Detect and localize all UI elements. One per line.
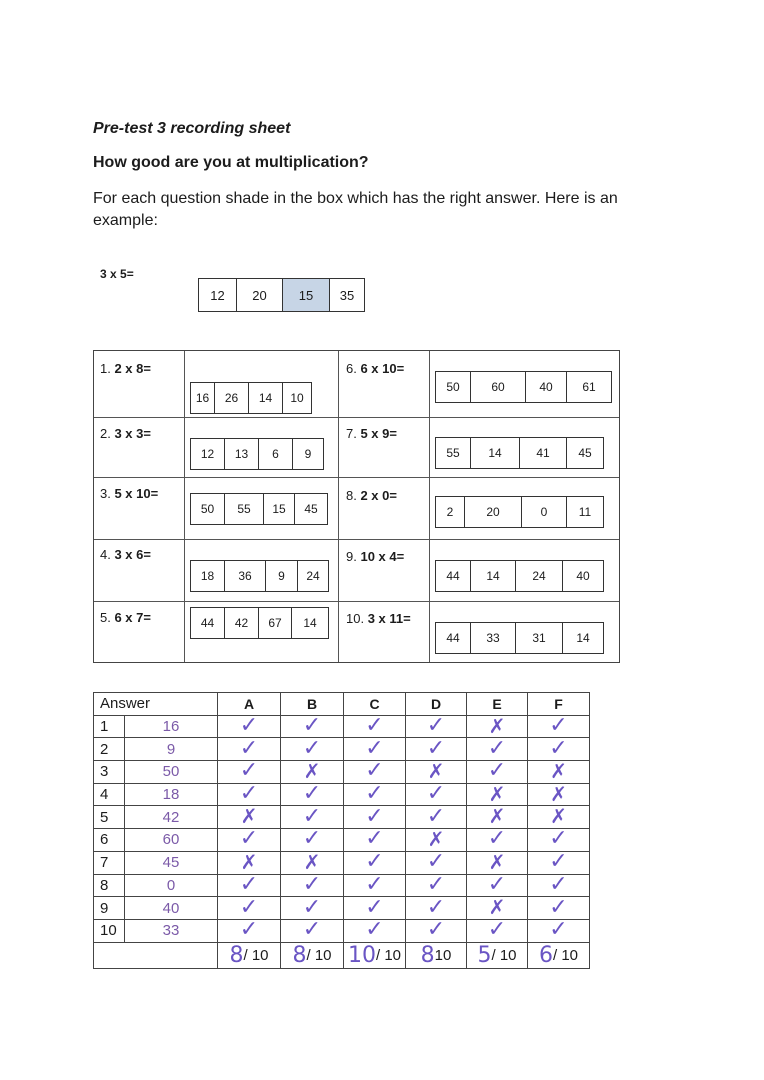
cross-icon: ✗ <box>303 758 321 783</box>
mark-cell <box>281 919 344 942</box>
question-5-options[interactable] <box>190 607 329 639</box>
tick-icon: ✓ <box>365 735 384 761</box>
mark-cell <box>467 735 528 761</box>
tick-icon: ✓ <box>302 917 322 943</box>
question-4-options[interactable] <box>190 560 329 592</box>
question-number: 7 <box>94 851 125 874</box>
mark-cell <box>281 758 344 784</box>
question-8-options[interactable] <box>435 496 604 528</box>
mark-cell <box>528 871 590 897</box>
questions-grid <box>93 350 620 663</box>
cross-icon: ✗ <box>488 849 506 874</box>
mark-cell <box>528 758 590 784</box>
mark-cell <box>467 826 528 852</box>
example-option: 35 <box>339 287 355 303</box>
question-number: 3 <box>94 761 125 784</box>
tick-icon: ✓ <box>239 781 259 807</box>
tick-icon: ✓ <box>426 803 446 829</box>
cross-icon: ✗ <box>550 781 567 806</box>
cross-icon: ✗ <box>550 804 567 829</box>
mark-cell <box>281 803 344 829</box>
answer-option[interactable]: 55 <box>436 438 471 468</box>
correct-answer: 16 <box>125 715 218 738</box>
answer-option[interactable]: 15 <box>264 494 295 524</box>
answer-option[interactable]: 45 <box>304 502 318 516</box>
mark-cell <box>406 803 467 829</box>
table-row <box>94 851 590 874</box>
answer-option[interactable]: 16 <box>191 383 215 413</box>
tick-icon: ✓ <box>365 781 384 807</box>
tick-icon: ✓ <box>549 713 568 739</box>
tick-icon: ✓ <box>239 871 259 897</box>
question-10: 10. 3 x 11= <box>346 611 411 626</box>
table-row <box>94 783 590 806</box>
tick-icon: ✓ <box>365 826 384 852</box>
mark-cell <box>528 783 590 806</box>
score-cell: 810 <box>406 942 467 968</box>
scores-row <box>94 942 590 968</box>
question-9: 9. 10 x 4= <box>346 549 405 564</box>
tick-icon: ✓ <box>239 826 259 852</box>
mark-cell <box>406 871 467 897</box>
sheet-title: Pre-test 3 recording sheet <box>93 120 291 137</box>
correct-answer: 45 <box>125 851 218 874</box>
cross-icon: ✗ <box>488 804 506 829</box>
answer-option[interactable]: 50 <box>436 372 471 402</box>
instructions: For each question shade in the box which has the right answer. Here is an example: <box>93 190 618 229</box>
table-header-row <box>94 693 590 716</box>
answer-option[interactable]: 13 <box>225 439 259 469</box>
column-header: E <box>467 693 528 716</box>
correct-answer: 42 <box>125 806 218 829</box>
mark-cell <box>281 871 344 897</box>
mark-cell <box>344 783 406 806</box>
answer-option[interactable]: 6 <box>259 439 293 469</box>
question-3-options[interactable] <box>190 493 328 525</box>
tick-icon: ✓ <box>549 917 568 943</box>
score-cell: 10/ 10 <box>344 942 406 968</box>
answer-option[interactable]: 18 <box>191 561 225 591</box>
answer-option[interactable]: 40 <box>576 569 590 583</box>
mark-cell <box>528 919 590 942</box>
scores-label-cell <box>94 942 218 968</box>
column-header: D <box>406 693 467 716</box>
tick-icon: ✓ <box>302 803 322 829</box>
mark-cell <box>344 715 406 738</box>
tick-icon: ✓ <box>487 871 507 897</box>
answer-option[interactable]: 40 <box>526 372 567 402</box>
question-1-options[interactable] <box>190 382 312 414</box>
answer-option[interactable]: 44 <box>191 608 225 638</box>
cross-icon: ✗ <box>427 758 445 783</box>
question-3: 3. 5 x 10= <box>100 486 159 501</box>
tick-icon: ✓ <box>239 894 259 920</box>
tick-icon: ✓ <box>365 803 384 829</box>
mark-cell <box>528 894 590 920</box>
mark-cell <box>281 735 344 761</box>
example-option: 20 <box>237 279 283 311</box>
tick-icon: ✓ <box>487 826 507 852</box>
answer-option[interactable]: 61 <box>582 380 596 394</box>
answer-option[interactable]: 60 <box>471 372 526 402</box>
question-number: 1 <box>94 715 125 738</box>
question-4: 4. 3 x 6= <box>100 547 151 562</box>
mark-cell <box>281 894 344 920</box>
question-number: 10 <box>94 919 125 942</box>
answer-option[interactable]: 14 <box>303 616 317 630</box>
answer-option[interactable]: 14 <box>249 383 283 413</box>
correct-answer: 0 <box>125 874 218 897</box>
mark-cell <box>344 851 406 874</box>
cross-icon: ✗ <box>550 758 567 783</box>
answers-table <box>93 692 590 969</box>
mark-cell <box>218 894 281 920</box>
tick-icon: ✓ <box>487 917 507 943</box>
correct-answer: 9 <box>125 738 218 761</box>
mark-cell <box>218 826 281 852</box>
question-7-options[interactable] <box>435 437 604 469</box>
tick-icon: ✓ <box>426 781 446 807</box>
question-7: 7. 5 x 9= <box>346 426 397 441</box>
tick-icon: ✓ <box>549 849 568 875</box>
column-header: A <box>218 693 281 716</box>
column-header: C <box>344 693 406 716</box>
question-number: 6 <box>94 829 125 852</box>
mark-cell <box>467 715 528 738</box>
score-cell: 8/ 10 <box>218 942 281 968</box>
tick-icon: ✓ <box>365 713 384 739</box>
mark-cell <box>218 783 281 806</box>
answer-option[interactable]: 0 <box>522 497 567 527</box>
answer-option[interactable]: 24 <box>306 569 320 583</box>
tick-icon: ✓ <box>549 735 568 761</box>
mark-cell <box>344 735 406 761</box>
mark-cell <box>467 806 528 829</box>
answer-option[interactable]: 41 <box>520 438 567 468</box>
mark-cell <box>218 919 281 942</box>
answer-option[interactable]: 36 <box>225 561 266 591</box>
mark-cell <box>528 851 590 874</box>
cross-icon: ✗ <box>240 804 258 829</box>
mark-cell <box>528 715 590 738</box>
mark-cell <box>406 894 467 920</box>
answer-option[interactable]: 14 <box>471 438 520 468</box>
tick-icon: ✓ <box>302 894 322 920</box>
mark-cell <box>528 735 590 761</box>
score-cell: 5/ 10 <box>467 942 528 968</box>
mark-cell <box>406 851 467 874</box>
answer-option[interactable]: 20 <box>465 497 522 527</box>
question-8: 8. 2 x 0= <box>346 488 397 503</box>
answer-option[interactable]: 26 <box>215 383 249 413</box>
question-number: 8 <box>94 874 125 897</box>
mark-cell <box>406 826 467 852</box>
cross-icon: ✗ <box>488 713 506 738</box>
mark-cell <box>281 715 344 738</box>
tick-icon: ✓ <box>365 849 384 875</box>
mark-cell <box>218 715 281 738</box>
answer-option[interactable]: 24 <box>516 561 563 591</box>
column-header: B <box>281 693 344 716</box>
answer-option[interactable]: 11 <box>578 505 592 519</box>
mark-cell <box>467 851 528 874</box>
question-10-options[interactable] <box>435 622 604 654</box>
correct-answer: 33 <box>125 919 218 942</box>
mark-cell <box>528 806 590 829</box>
example-question: 3 x 5= <box>100 267 134 281</box>
tick-icon: ✓ <box>487 735 507 761</box>
tick-icon: ✓ <box>239 713 259 739</box>
answer-option[interactable]: 12 <box>191 439 225 469</box>
tick-icon: ✓ <box>426 849 446 875</box>
tick-icon: ✓ <box>302 735 322 761</box>
answer-option[interactable]: 42 <box>225 608 259 638</box>
tick-icon: ✓ <box>302 826 322 852</box>
mark-cell <box>406 758 467 784</box>
tick-icon: ✓ <box>365 758 384 784</box>
example-options <box>198 278 365 312</box>
mark-cell <box>467 758 528 784</box>
answer-option[interactable]: 9 <box>266 561 298 591</box>
mark-cell <box>344 919 406 942</box>
table-row <box>94 761 590 784</box>
question-5: 5. 6 x 7= <box>100 610 151 625</box>
question-2: 2. 3 x 3= <box>100 426 151 441</box>
cross-icon: ✗ <box>427 826 445 851</box>
tick-icon: ✓ <box>549 894 568 920</box>
question-6-options[interactable] <box>435 371 612 403</box>
tick-icon: ✓ <box>487 758 507 784</box>
table-row <box>94 829 590 852</box>
table-row <box>94 715 590 738</box>
table-row <box>94 919 590 942</box>
correct-answer: 50 <box>125 761 218 784</box>
mark-cell <box>467 897 528 920</box>
mark-cell <box>406 783 467 806</box>
tick-icon: ✓ <box>302 781 322 807</box>
tick-icon: ✓ <box>239 758 259 784</box>
score-cell: 6/ 10 <box>528 942 590 968</box>
answer-option[interactable]: 44 <box>436 561 471 591</box>
column-header: F <box>528 693 590 716</box>
question-number: 2 <box>94 738 125 761</box>
answer-option[interactable]: 33 <box>471 623 516 653</box>
cross-icon: ✗ <box>240 849 258 874</box>
table-row <box>94 874 590 897</box>
answer-header: Answer <box>94 693 218 716</box>
mark-cell <box>406 919 467 942</box>
mark-cell <box>344 758 406 784</box>
example-option: 12 <box>199 279 237 311</box>
question-2-options[interactable] <box>190 438 324 470</box>
tick-icon: ✓ <box>239 735 259 761</box>
mark-cell <box>218 758 281 784</box>
tick-icon: ✓ <box>239 917 259 943</box>
mark-cell <box>467 871 528 897</box>
tick-icon: ✓ <box>302 713 322 739</box>
mark-cell <box>406 715 467 738</box>
sheet-heading: How good are you at multiplication? <box>93 154 369 171</box>
mark-cell <box>218 851 281 874</box>
mark-cell <box>218 735 281 761</box>
tick-icon: ✓ <box>549 871 568 897</box>
mark-cell <box>344 871 406 897</box>
tick-icon: ✓ <box>426 871 446 897</box>
answer-option[interactable]: 2 <box>436 497 465 527</box>
answer-option[interactable]: 10 <box>290 391 304 405</box>
tick-icon: ✓ <box>426 917 446 943</box>
correct-answer: 18 <box>125 783 218 806</box>
question-number: 5 <box>94 806 125 829</box>
answer-option[interactable]: 55 <box>225 494 264 524</box>
tick-icon: ✓ <box>549 826 568 852</box>
tick-icon: ✓ <box>365 894 384 920</box>
cross-icon: ✗ <box>488 781 506 806</box>
table-row <box>94 806 590 829</box>
answer-option[interactable]: 45 <box>578 446 592 460</box>
mark-cell <box>467 783 528 806</box>
tick-icon: ✓ <box>426 735 446 761</box>
mark-cell <box>344 803 406 829</box>
mark-cell <box>281 851 344 874</box>
mark-cell <box>344 826 406 852</box>
table-row <box>94 897 590 920</box>
mark-cell <box>218 871 281 897</box>
answer-option[interactable]: 67 <box>259 608 292 638</box>
tick-icon: ✓ <box>426 894 446 920</box>
cross-icon: ✗ <box>303 849 321 874</box>
mark-cell <box>406 735 467 761</box>
score-cell: 8/ 10 <box>281 942 344 968</box>
tick-icon: ✓ <box>426 713 446 739</box>
answer-option[interactable]: 44 <box>436 623 471 653</box>
question-6: 6. 6 x 10= <box>346 361 405 376</box>
mark-cell <box>281 783 344 806</box>
tick-icon: ✓ <box>365 917 384 943</box>
mark-cell <box>528 826 590 852</box>
cross-icon: ✗ <box>488 895 506 920</box>
answer-option[interactable]: 14 <box>576 631 590 645</box>
question-9-options[interactable] <box>435 560 604 592</box>
question-1: 1. 2 x 8= <box>100 361 151 376</box>
table-row <box>94 738 590 761</box>
mark-cell <box>281 826 344 852</box>
answer-option[interactable]: 14 <box>471 561 516 591</box>
mark-cell <box>218 806 281 829</box>
mark-cell <box>344 894 406 920</box>
question-number: 9 <box>94 897 125 920</box>
tick-icon: ✓ <box>365 871 384 897</box>
mark-cell <box>467 919 528 942</box>
tick-icon: ✓ <box>302 871 322 897</box>
answer-option[interactable]: 9 <box>304 447 312 461</box>
answer-option[interactable]: 50 <box>191 494 225 524</box>
answer-option[interactable]: 31 <box>516 623 563 653</box>
question-number: 4 <box>94 783 125 806</box>
example-option-shaded: 15 <box>283 279 330 311</box>
correct-answer: 60 <box>125 829 218 852</box>
correct-answer: 40 <box>125 897 218 920</box>
